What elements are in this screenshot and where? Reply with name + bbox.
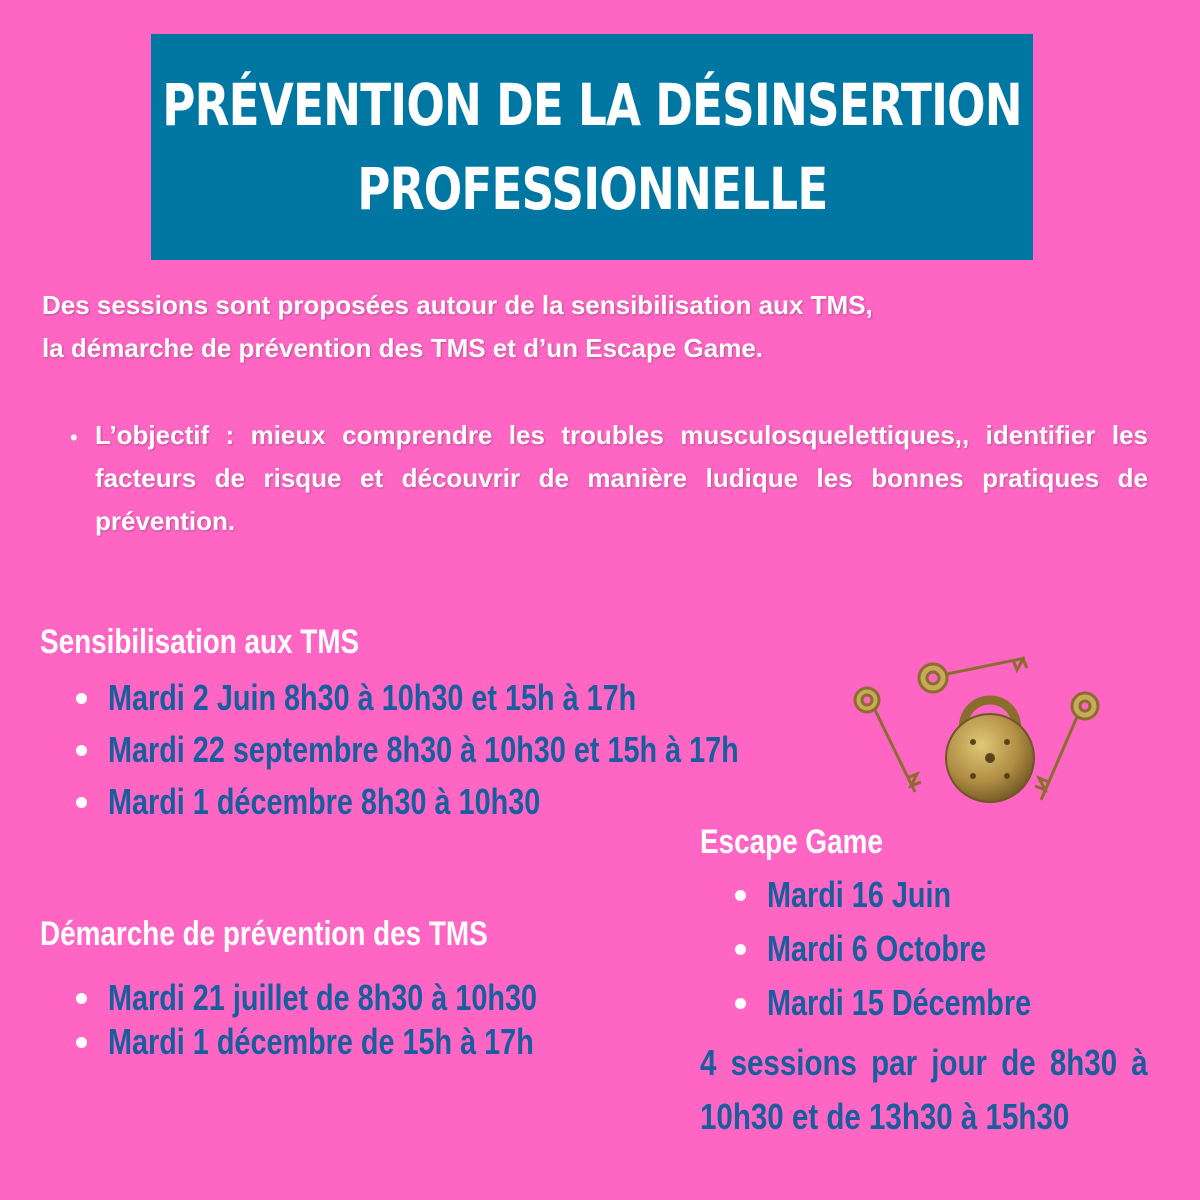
sensibilisation-list xyxy=(108,672,896,828)
escape-list xyxy=(767,868,1097,1030)
bullet-icon xyxy=(735,890,746,901)
bullet-icon xyxy=(735,998,746,1009)
intro-text xyxy=(42,284,1162,370)
objective-text: L’objectif : mieux comprendre les troubles musculosquelettiques,, identifier les facteurs de risque et découvrir de manière ludique les bonnes pratiques de prévention. xyxy=(95,420,1148,536)
keys-and-padlock-icon xyxy=(845,650,1115,810)
list-item: Mardi 21 juillet de 8h30 à 10h30 xyxy=(108,976,644,1020)
page-title-line-1: PRÉVENTION DE LA DÉSINSERTION xyxy=(162,71,1022,139)
bullet-icon xyxy=(76,797,87,808)
demarche-list xyxy=(108,976,644,1064)
list-item: Mardi 22 septembre 8h30 à 10h30 et 15h à 17h xyxy=(108,724,896,776)
escape-sessions-note: 4 sessions par jour de 8h30 à 10h30 et de 13h30 à 15h30 xyxy=(700,1042,1148,1137)
bullet-icon xyxy=(76,745,87,756)
bullet-icon xyxy=(76,693,87,704)
intro-line-2: la démarche de prévention des TMS et d’un Escape Game. xyxy=(42,333,764,363)
title-banner xyxy=(151,34,1033,260)
intro-line-1: Des sessions sont proposées autour de la sensibilisation aux TMS, xyxy=(42,290,873,320)
demarche-heading: Démarche de prévention des TMS xyxy=(40,915,488,953)
list-item: Mardi 15 Décembre xyxy=(767,976,1097,1030)
list-item: Mardi 6 Octobre xyxy=(767,922,1097,976)
bullet-icon xyxy=(76,993,87,1004)
list-item: Mardi 1 décembre de 15h à 17h xyxy=(108,1020,644,1064)
bullet-icon xyxy=(76,1037,87,1048)
escape-heading: Escape Game xyxy=(700,823,883,861)
objective-bullet: • xyxy=(70,425,78,450)
list-item: Mardi 16 Juin xyxy=(767,868,1097,922)
bullet-icon xyxy=(735,944,746,955)
list-item: Mardi 2 Juin 8h30 à 10h30 et 15h à 17h xyxy=(108,672,896,724)
list-item: Mardi 1 décembre 8h30 à 10h30 xyxy=(108,776,896,828)
sensibilisation-heading: Sensibilisation aux TMS xyxy=(40,623,360,661)
page-title-line-2: PROFESSIONNELLE xyxy=(356,155,828,223)
